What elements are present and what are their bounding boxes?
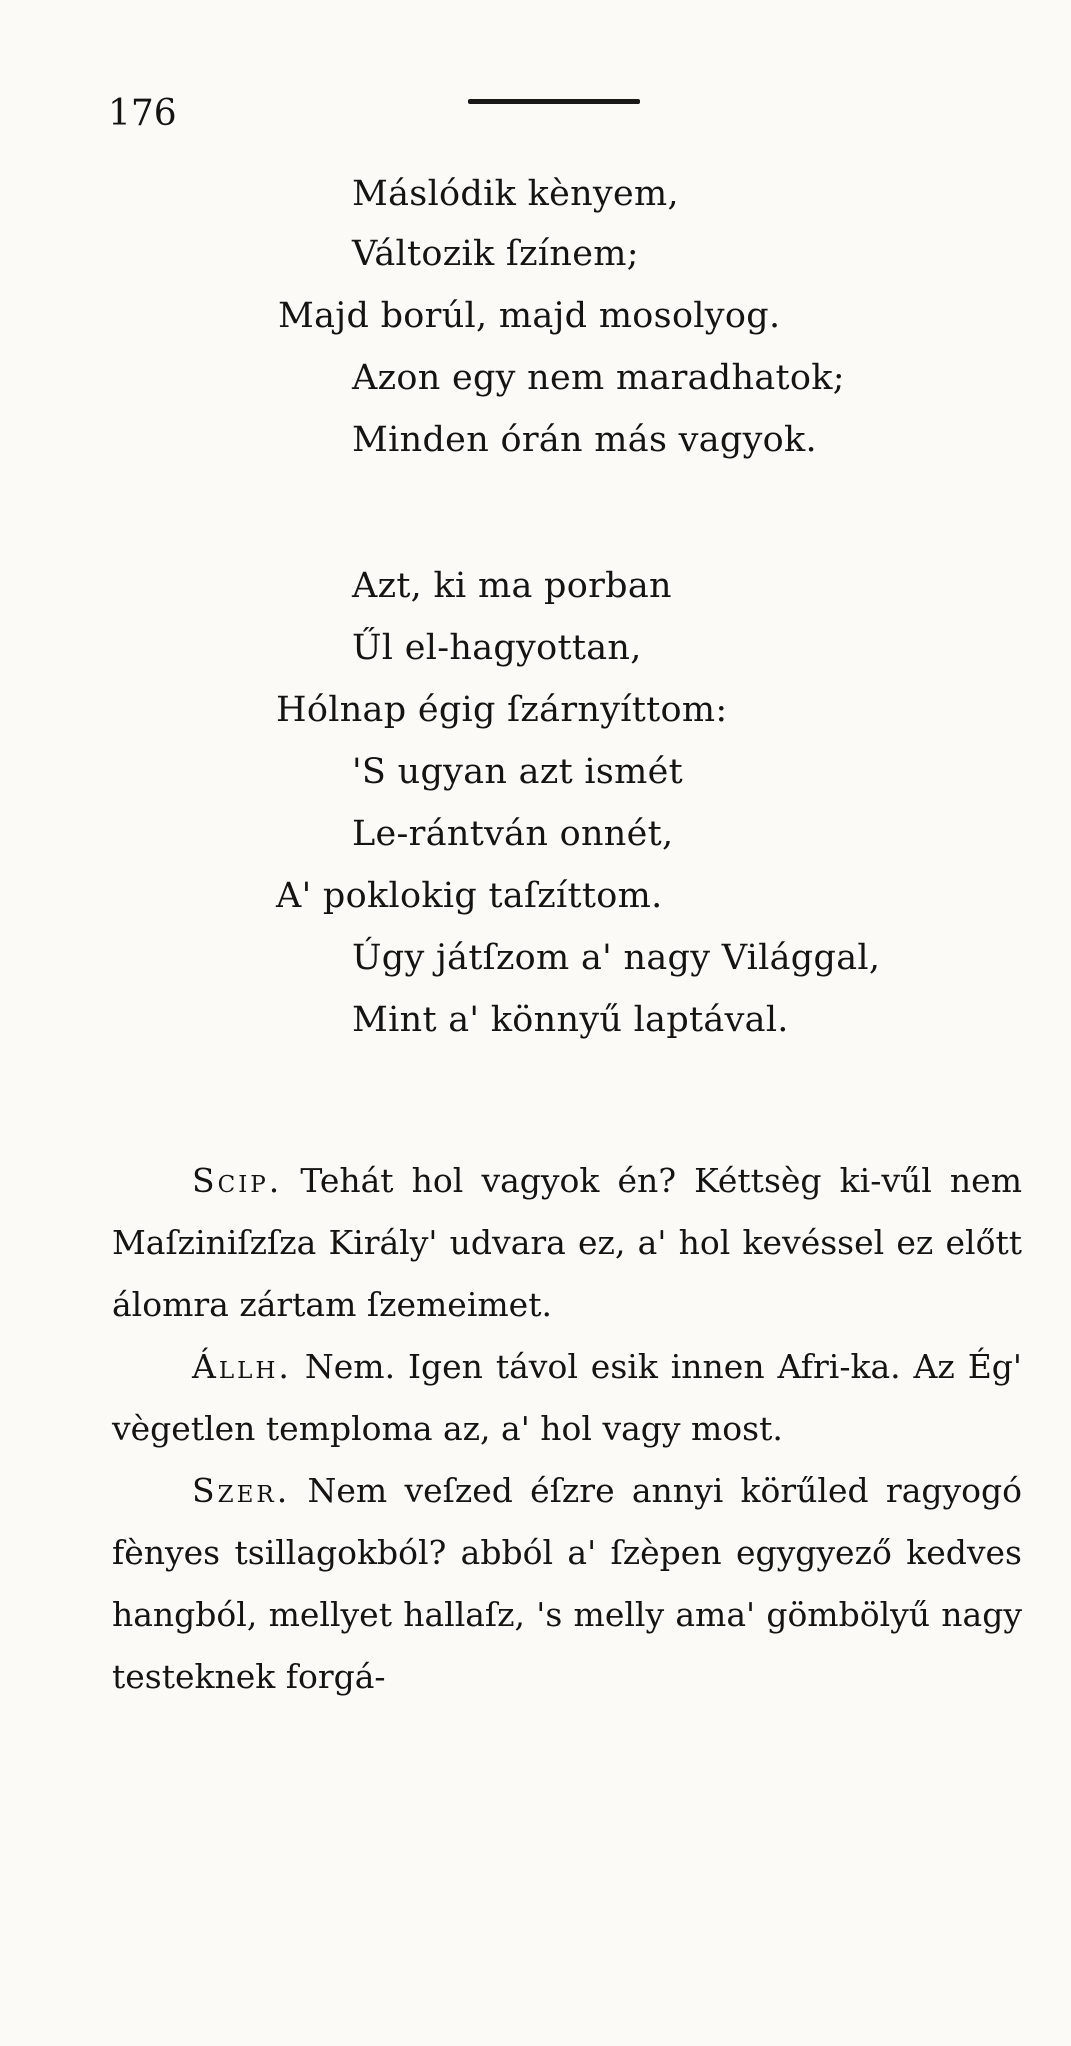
- verse-line: Azt, ki ma porban: [352, 566, 672, 606]
- verse-line: Úgy játſzom a' nagy Világgal,: [352, 938, 881, 978]
- verse-line: Máslódik kènyem,: [352, 174, 679, 214]
- dialogue-block: [112, 1150, 1022, 1708]
- speech-allh: [112, 1336, 1022, 1460]
- page-number: 176: [108, 93, 177, 134]
- speaker-name: Szer.: [192, 1471, 291, 1510]
- verse-line: Minden órán más vagyok.: [352, 420, 817, 460]
- speech-text: Nem. Igen távol esik innen Afri-ka. Az Ég' vègetlen temploma az, a' hol vagy most.: [112, 1347, 1022, 1448]
- speech-scipio: [112, 1150, 1022, 1336]
- verse-line: Hólnap égig ſzárnyíttom:: [276, 690, 728, 730]
- speaker-name: Scip.: [192, 1161, 283, 1200]
- verse-line: A' poklokig taſzíttom.: [276, 876, 663, 916]
- speech-text: Nem veſzed éſzre annyi körűled ragyogó fènyes tsillagokból? abból a' ſzèpen egygyező kedves hangból, mellyet hallaſz, 's melly ama' gömbölyű nagy testeknek forgá-: [112, 1471, 1023, 1696]
- verse-line: Azon egy nem maradhatok;: [352, 358, 845, 398]
- speaker-name: Állh.: [192, 1347, 292, 1386]
- verse-line: Űl el-hagyottan,: [352, 628, 642, 668]
- speech-szer: [112, 1460, 1022, 1708]
- speech-text: Tehát hol vagyok én? Kéttsèg ki-vűl nem Maſziniſzſza Király' udvara ez, a' hol kevéssel ez előtt álomra zártam ſzemeimet.: [112, 1161, 1022, 1324]
- header-rule: [468, 99, 640, 104]
- verse-line: Majd borúl, majd mosolyog.: [278, 296, 781, 336]
- verse-line: Mint a' könnyű laptával.: [352, 1000, 789, 1040]
- verse-line: Változik ſzínem;: [352, 234, 639, 274]
- verse-line: Le-rántván onnét,: [352, 814, 674, 854]
- verse-line: 'S ugyan azt ismét: [352, 752, 683, 792]
